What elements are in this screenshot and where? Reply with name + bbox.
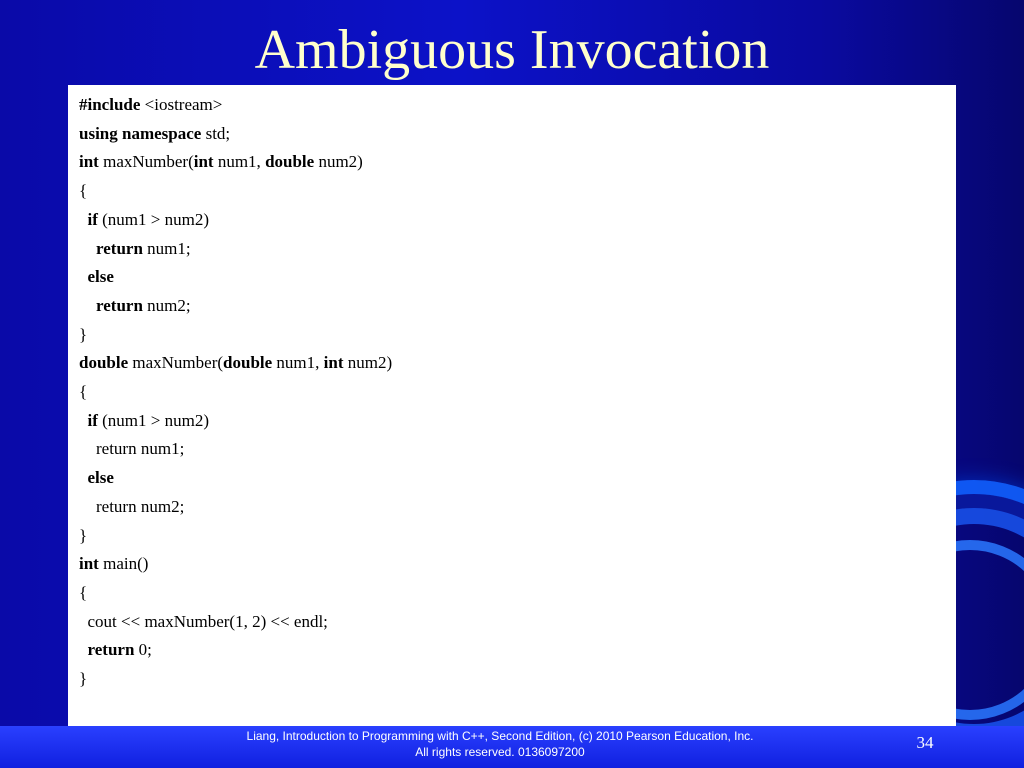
code-line bbox=[79, 263, 392, 292]
code-text: <iostream> bbox=[140, 95, 223, 114]
code-line bbox=[79, 91, 392, 120]
code-keyword: double bbox=[79, 353, 129, 373]
code-line bbox=[79, 608, 392, 637]
code-panel bbox=[68, 85, 956, 733]
code-text: { bbox=[79, 582, 88, 602]
code-line bbox=[79, 378, 392, 407]
slide-title: Ambiguous Invocation bbox=[254, 19, 770, 81]
code-text bbox=[79, 267, 88, 286]
code-keyword: return bbox=[96, 295, 143, 315]
code-text: num2) bbox=[314, 152, 363, 172]
code-line bbox=[79, 321, 392, 350]
code-line bbox=[79, 579, 392, 608]
code-text: } bbox=[79, 324, 88, 344]
code-keyword: using namespace bbox=[79, 123, 202, 143]
code-text: (num1 > num2) bbox=[97, 410, 209, 430]
code-text: { bbox=[79, 382, 88, 402]
footer-copyright bbox=[150, 728, 850, 760]
code-keyword: double bbox=[223, 353, 273, 373]
footer-line-2: All rights reserved. 0136097200 bbox=[415, 745, 585, 759]
code-keyword: if bbox=[87, 209, 98, 229]
code-text: maxNumber( bbox=[98, 152, 194, 172]
code-text: num1, bbox=[213, 152, 266, 172]
code-line bbox=[79, 120, 392, 149]
code-line bbox=[79, 148, 392, 177]
code-keyword: return bbox=[87, 640, 135, 660]
code-text bbox=[79, 239, 96, 258]
code-text bbox=[79, 296, 96, 315]
code-line bbox=[79, 206, 392, 235]
code-text bbox=[79, 411, 88, 430]
code-line bbox=[79, 493, 392, 522]
code-text bbox=[79, 640, 88, 659]
code-line bbox=[79, 665, 392, 694]
code-keyword: int bbox=[323, 353, 344, 373]
code-line bbox=[79, 349, 392, 378]
code-text: return num1; bbox=[79, 439, 185, 459]
code-text: return num2; bbox=[79, 496, 185, 516]
code-block bbox=[79, 91, 392, 694]
code-text: } bbox=[79, 669, 88, 689]
code-keyword: double bbox=[265, 152, 315, 172]
code-text: num1, bbox=[272, 353, 324, 373]
code-text bbox=[79, 210, 88, 229]
code-line bbox=[79, 435, 392, 464]
code-line bbox=[79, 407, 392, 436]
code-line bbox=[79, 177, 392, 206]
code-line bbox=[79, 636, 392, 665]
code-text: cout << maxNumber(1, 2) << endl; bbox=[79, 611, 328, 631]
code-keyword: int bbox=[79, 152, 99, 172]
code-keyword: else bbox=[87, 468, 114, 488]
code-text bbox=[79, 468, 88, 487]
code-line bbox=[79, 292, 392, 321]
code-text: 0; bbox=[134, 640, 152, 660]
code-keyword: #include bbox=[79, 95, 141, 114]
code-keyword: return bbox=[96, 238, 143, 258]
code-text: num2) bbox=[343, 353, 393, 373]
code-keyword: int bbox=[79, 554, 99, 574]
code-line bbox=[79, 550, 392, 579]
footer-line-1: Liang, Introduction to Programming with C++, Second Edition, (c) 2010 Pearson Education, Inc. bbox=[246, 729, 754, 743]
code-line bbox=[79, 522, 392, 551]
code-keyword: if bbox=[87, 410, 98, 430]
code-text: std; bbox=[201, 123, 231, 143]
code-text: { bbox=[79, 181, 88, 201]
code-text: num2; bbox=[142, 295, 191, 315]
code-text: num1; bbox=[142, 238, 191, 258]
code-text: } bbox=[79, 525, 88, 545]
code-line bbox=[79, 464, 392, 493]
code-text: (num1 > num2) bbox=[97, 209, 209, 229]
code-line bbox=[79, 235, 392, 264]
code-keyword: int bbox=[193, 152, 214, 172]
code-keyword: else bbox=[87, 267, 114, 287]
code-text: main() bbox=[98, 554, 149, 574]
code-text: maxNumber( bbox=[128, 353, 224, 373]
page-number: 34 bbox=[916, 733, 934, 752]
